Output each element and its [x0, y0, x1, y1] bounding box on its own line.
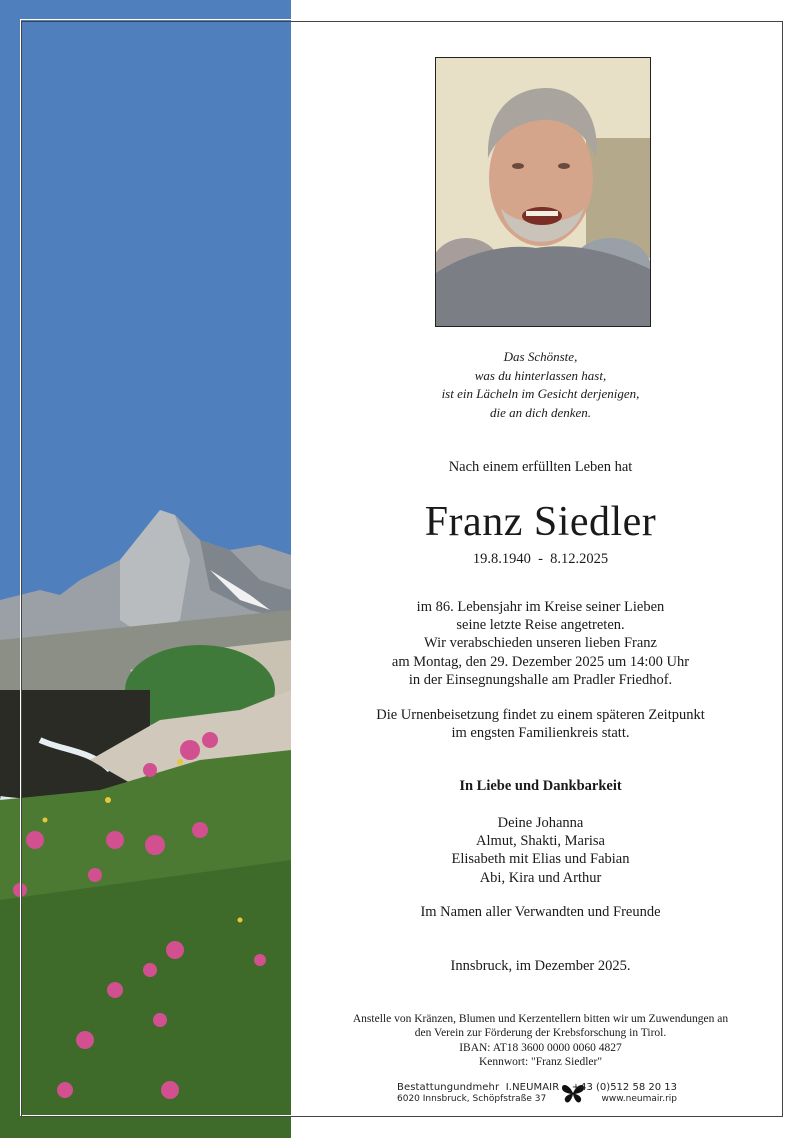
relatives-text: Im Namen aller Verwandten und Freunde — [420, 904, 661, 920]
life-dates: 19.8.1940 - 8.12.2025 — [472, 551, 609, 567]
urn-line: Die Urnenbeisetzung findet zu einem späteren Zeitpunkt — [376, 707, 705, 723]
thanks-heading: In Liebe und Dankbarkeit — [459, 778, 622, 794]
donation-notice — [292, 1012, 789, 1069]
intro-text: Nach einem erfüllten Leben hat — [448, 459, 633, 475]
quote-line: Das Schönste, — [503, 349, 578, 364]
urn-line: im engsten Familienkreis statt. — [451, 725, 630, 742]
urn-burial-text — [292, 706, 789, 742]
announcement-line: am Montag, den 29. Dezember 2025 um 14:00 Uhr — [391, 653, 690, 670]
memorial-quote — [292, 348, 789, 422]
family-list — [292, 814, 789, 887]
quote-line: die an dich denken. — [489, 404, 592, 420]
donation-line: Anstelle von Kränzen, Blumen und Kerzentellern bitten wir um Zuwendungen an — [352, 1013, 729, 1025]
portrait-image — [436, 58, 651, 327]
quote-line: was du hinterlassen hast, — [474, 367, 607, 383]
donation-iban: IBAN: AT18 3600 0000 0060 4827 — [459, 1041, 622, 1054]
portrait-photo — [435, 57, 651, 327]
family-member: Deine Johanna — [497, 815, 584, 831]
quote-line: ist ein Lächeln im Gesicht derjenigen, — [441, 386, 640, 401]
funeral-home-website[interactable]: www.neumair.rip — [601, 1094, 677, 1104]
place-date: Innsbruck, im Dezember 2025. — [450, 958, 631, 974]
family-member: Abi, Kira und Arthur — [479, 869, 602, 886]
announcement-line: Wir verabschieden unseren lieben Franz — [424, 635, 657, 652]
announcement-line: im 86. Lebensjahr im Kreise seiner Lieben — [416, 599, 665, 615]
donation-keyword: Kennwort: "Franz Siedler" — [478, 1055, 603, 1068]
announcement-line: in der Einsegnungshalle am Pradler Friedhof. — [408, 671, 673, 688]
funeral-home-phone: +43 (0)512 58 20 13 — [571, 1082, 677, 1093]
obituary-content — [292, 0, 789, 1138]
deceased-name: Franz Siedler — [424, 499, 657, 545]
announcement-line: seine letzte Reise angetreten. — [456, 617, 625, 634]
family-member: Elisabeth mit Elias und Fabian — [451, 851, 630, 868]
funeral-home-footer — [397, 1079, 677, 1109]
funeral-home-address: 6020 Innsbruck, Schöpfstraße 37 — [397, 1094, 547, 1104]
family-member: Almut, Shakti, Marisa — [476, 833, 605, 850]
funeral-home-name: Bestattungundmehr I.NEUMAIR — [397, 1082, 560, 1093]
donation-line: den Verein zur Förderung der Krebsforschung in Tirol. — [414, 1027, 667, 1040]
announcement-text — [292, 598, 789, 689]
